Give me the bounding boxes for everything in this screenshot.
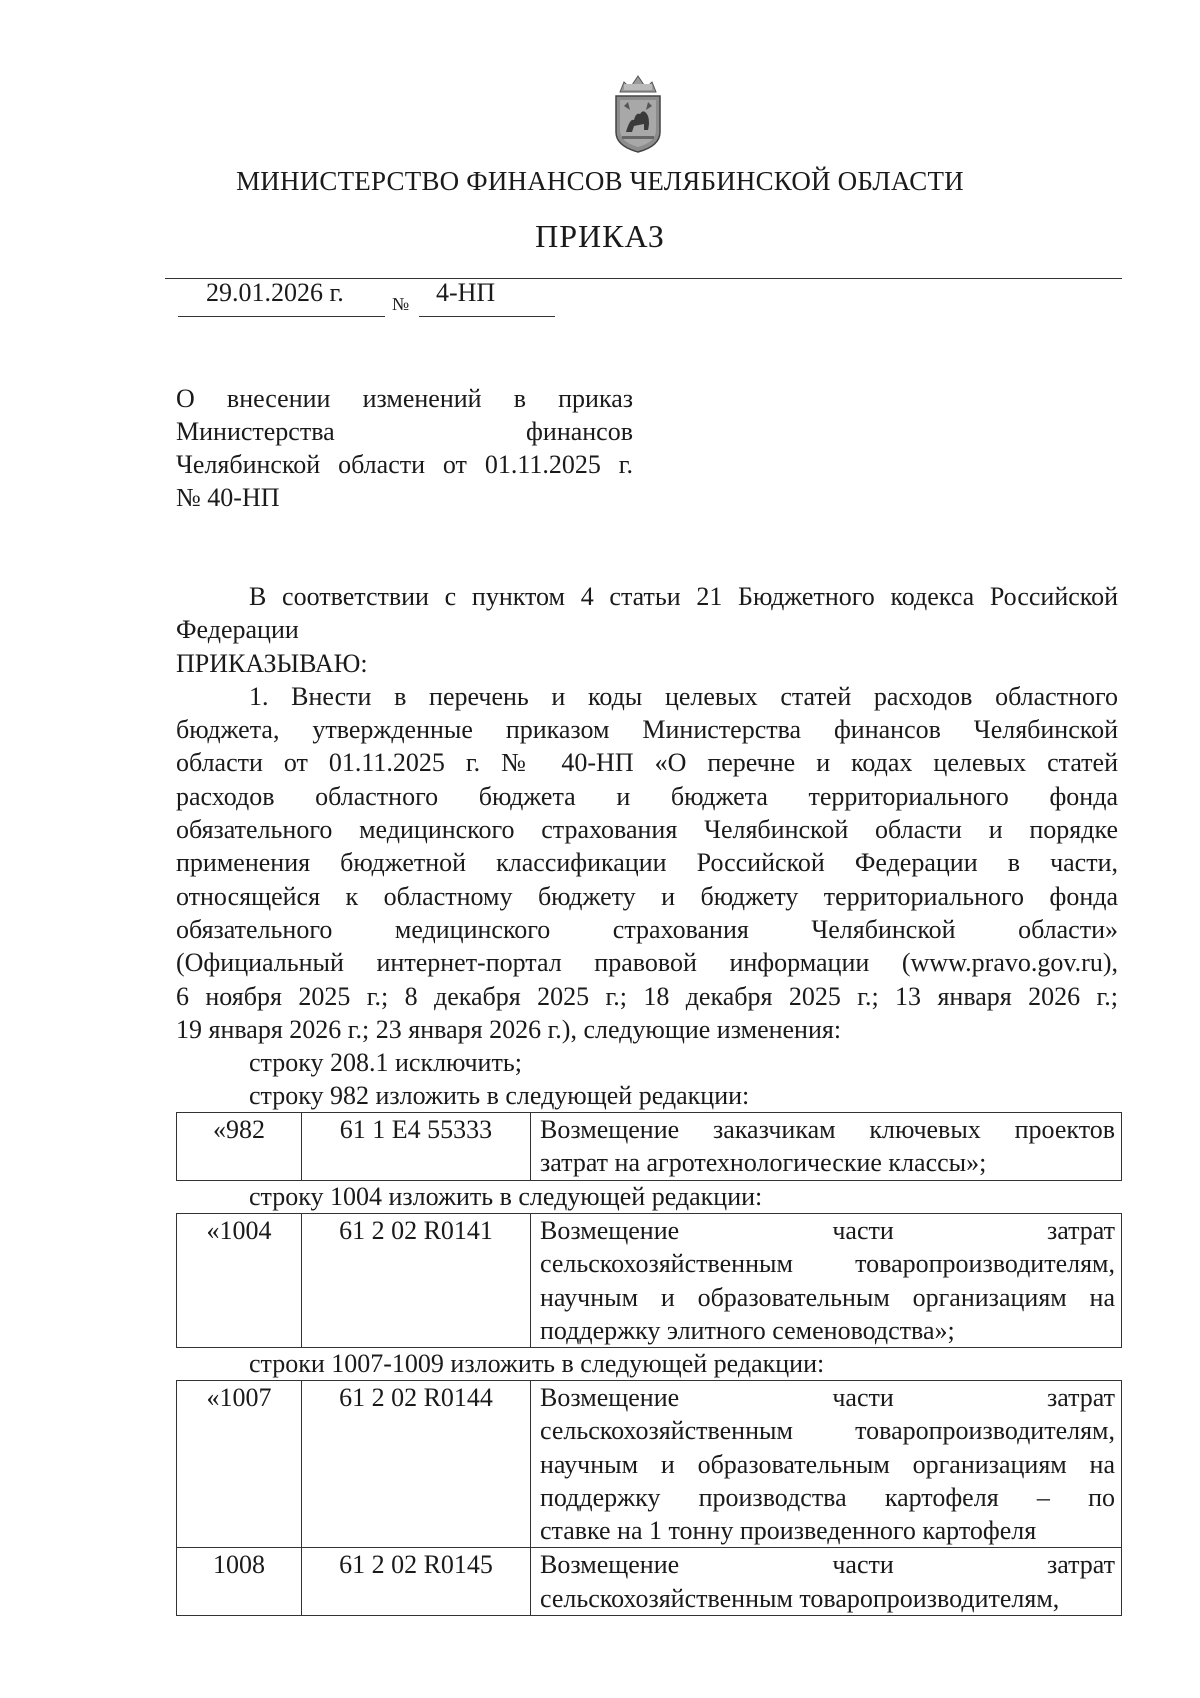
row-code: 61 2 02 R0144 (302, 1381, 531, 1548)
row-description (531, 1214, 1122, 1348)
row-description (531, 1381, 1122, 1548)
description-line: Возмещение части затрат (540, 1550, 1115, 1580)
item1-line: 19 января 2026 г.; 23 января 2026 г.), следующие изменения: (176, 1014, 842, 1044)
number-underline (419, 316, 555, 317)
item1-line: относящейся к областному бюджету и бюджету территориального фонда (176, 881, 1118, 911)
order-date: 29.01.2026 г. (206, 278, 344, 307)
item1-line: (Официальный интернет-портал правовой информации (www.pravo.gov.ru), (176, 948, 1118, 978)
preamble-line: Федерации (176, 615, 299, 645)
intro-1007: строки 1007-1009 изложить в следующей редакции: (249, 1349, 825, 1378)
table-1007-1009 (176, 1380, 1122, 1616)
item1-line: 1. Внести в перечень и коды целевых статей расходов областного (249, 681, 1118, 711)
row-number: «1004 (177, 1214, 302, 1348)
table-1004 (176, 1213, 1122, 1348)
table-row (177, 1548, 1122, 1616)
row-code: 61 2 02 R0145 (302, 1548, 531, 1616)
description-line: Возмещение части затрат (540, 1383, 1115, 1412)
item1-line: области от 01.11.2025 г. № 40-НП «О перечне и кодах целевых статей (176, 748, 1118, 778)
subject-line: Челябинской области от 01.11.2025 г. (176, 450, 633, 479)
description-line: поддержку элитного семеноводства»; (540, 1315, 955, 1345)
intro-1004: строку 1004 изложить в следующей редакции: (249, 1182, 763, 1211)
table-982 (176, 1112, 1122, 1181)
item1-line: обязательного медицинского страхования Челябинской области» (176, 914, 1118, 944)
date-underline (178, 316, 385, 317)
item1-line: 6 ноября 2025 г.; 8 декабря 2025 г.; 18 декабря 2025 г.; 13 января 2026 г.; (176, 981, 1118, 1011)
ministry-name: МИНИСТЕРСТВО ФИНАНСОВ ЧЕЛЯБИНСКОЙ ОБЛАСТИ (236, 166, 964, 196)
subject-line: № 40-НП (176, 483, 280, 512)
item1-line: бюджета, утвержденные приказом Министерства финансов Челябинской (176, 715, 1118, 745)
order-subject (176, 382, 633, 514)
description-line: сельскохозяйственным товаропроизводителям, (540, 1249, 1115, 1279)
order-body (176, 580, 1118, 1113)
intro-982: строку 982 изложить в следующей редакции: (249, 1081, 750, 1111)
item1-line: расходов областного бюджета и бюджета территориального фонда (176, 781, 1118, 811)
row-description (531, 1113, 1122, 1181)
description-line: затрат на агротехнологические классы»; (540, 1148, 987, 1178)
item1-line: обязательного медицинского страхования Челябинской области и порядке (176, 815, 1118, 845)
row-code: 61 2 02 R0141 (302, 1214, 531, 1348)
description-line: Возмещение части затрат (540, 1216, 1115, 1245)
row-number: 1008 (177, 1548, 302, 1616)
row-code: 61 1 Е4 55333 (302, 1113, 531, 1181)
row-number: «982 (177, 1113, 302, 1181)
table-row (177, 1214, 1122, 1348)
description-line: сельскохозяйственным товаропроизводителям, (540, 1416, 1115, 1446)
coat-of-arms-icon (610, 62, 666, 154)
order-number: 4-НП (436, 278, 496, 307)
description-line: научным и образовательным организациям на (540, 1282, 1115, 1312)
description-line: научным и образовательным организациям на (540, 1449, 1115, 1479)
table-row (177, 1113, 1122, 1181)
subject-line: О внесении изменений в приказ (176, 384, 633, 413)
order-word: ПРИКАЗЫВАЮ: (176, 648, 368, 678)
table-row (177, 1381, 1122, 1548)
description-line: сельскохозяйственным товаропроизводителям, (540, 1583, 1060, 1613)
preamble-line: В соответствии с пунктом 4 статьи 21 Бюджетного кодекса Российской (249, 582, 1118, 611)
row-number: «1007 (177, 1381, 302, 1548)
number-sign: № (392, 294, 410, 314)
exclude-line: строку 208.1 исключить; (249, 1048, 522, 1078)
item1-line: применения бюджетной классификации Российской Федерации в части, (176, 848, 1118, 878)
document-type: ПРИКАЗ (535, 218, 665, 254)
description-line: Возмещение заказчикам ключевых проектов (540, 1115, 1115, 1144)
subject-line: Министерства финансов (176, 417, 633, 446)
row-description (531, 1548, 1122, 1616)
description-line: поддержку производства картофеля – по (540, 1482, 1115, 1512)
description-line: ставке на 1 тонну произведенного картофеля (540, 1516, 1037, 1546)
